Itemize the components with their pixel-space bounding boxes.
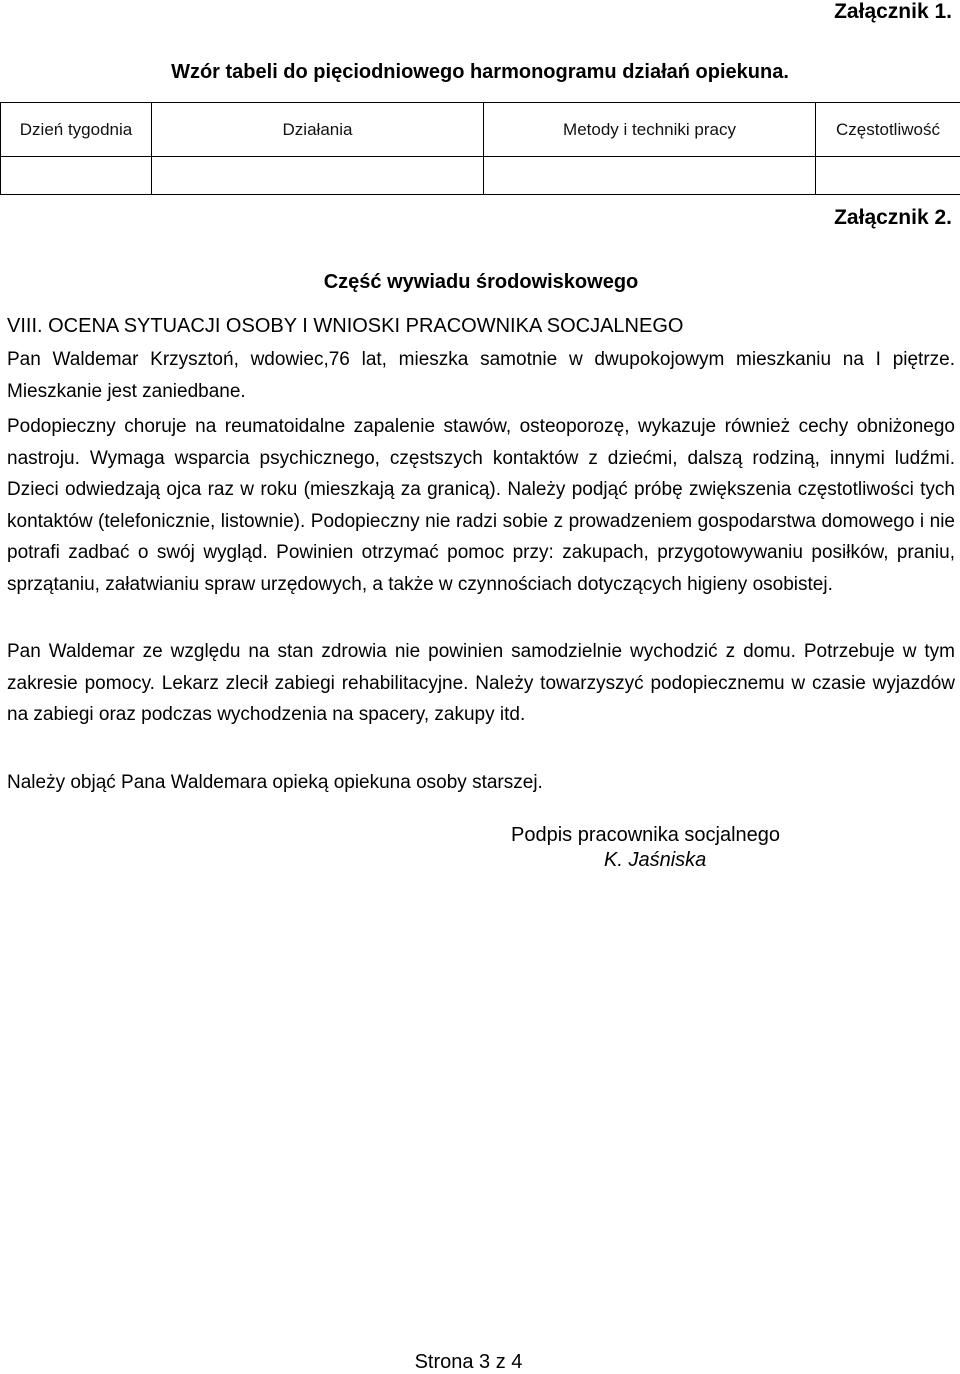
signature-label: Podpis pracownika socjalnego: [511, 822, 780, 848]
paragraph-health-needs: Podopieczny choruje na reumatoidalne zapalenie stawów, osteoporozę, wykazuje również cechy obniżonego nastroju. Wymaga wsparcia psychicznego, częstszych kontaktów z dziećmi, dalszą rodziną, innymi ludźmi. Dzieci odwiedzają ojca raz w roku (mieszkają za granicą). Należy podjąć próbę zwiększenia częstotliwości tych kontaktów (telefonicznie, listownie). Podopieczny nie radzi sobie z prowadzeniem gospodarstwa domowego i nie potrafi zadbać o swój wygląd. Powinien otrzymać pomoc przy: zakupach, przygotowywaniu posiłków, praniu, sprzątaniu, załatwianiu spraw urzędowych, a także w czynnościach dotyczących higieny osobistej.: [7, 411, 955, 600]
page-number: Strona 3 z 4: [0, 1350, 937, 1374]
paragraph-conclusion: Należy objąć Pana Waldemara opieką opiekuna osoby starszej.: [7, 767, 955, 799]
paragraph-living-situation: Pan Waldemar Krzysztoń, wdowiec,76 lat, mieszka samotnie w dwupokojowym mieszkaniu na I piętrze. Mieszkanie jest zaniedbane.: [7, 344, 955, 407]
paragraph-mobility: Pan Waldemar ze względu na stan zdrowia nie powinien samodzielnie wychodzić z domu. Potrzebuje w tym zakresie pomocy. Lekarz zlecił zabiegi rehabilitacyjne. Należy towarzyszyć podopiecznemu w czasie wyjazdów na zabiegi oraz podczas wychodzenia na spacery, zakupy itd.: [7, 636, 955, 731]
table-header-row: [1, 103, 960, 157]
schedule-table: [0, 102, 960, 195]
annex-1-label: Załącznik 1.: [834, 0, 952, 24]
signature-name: K. Jaśniska: [604, 847, 706, 873]
table-cell: [152, 157, 484, 195]
header-methods: Metody i techniki pracy: [484, 103, 816, 157]
table-row: [1, 157, 960, 195]
section-heading: VIII. OCENA SYTUACJI OSOBY I WNIOSKI PRACOWNIKA SOCJALNEGO: [7, 314, 683, 338]
schedule-table-title: Wzór tabeli do pięciodniowego harmonogramu działań opiekuna.: [0, 60, 960, 84]
table-cell: [1, 157, 152, 195]
annex-2-label: Załącznik 2.: [834, 206, 952, 230]
header-frequency: Częstotliwość: [816, 103, 960, 157]
table-cell: [484, 157, 816, 195]
header-day: Dzień tygodnia: [1, 103, 152, 157]
table-cell: [816, 157, 960, 195]
header-activities: Działania: [152, 103, 484, 157]
interview-title: Część wywiadu środowiskowego: [0, 270, 960, 294]
